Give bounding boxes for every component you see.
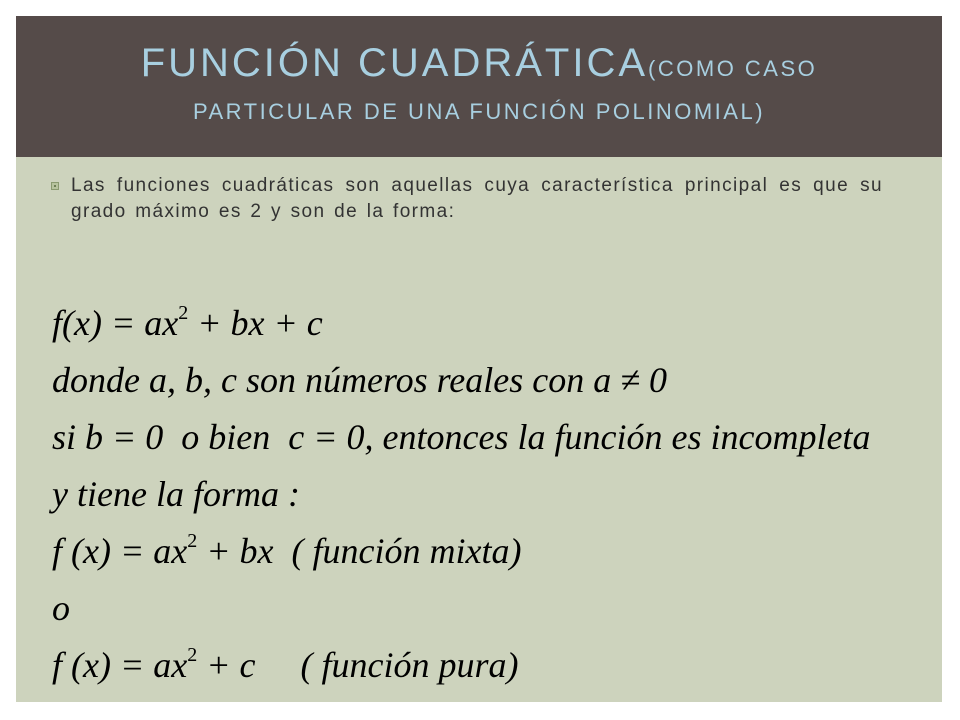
slide-subtitle-part-2: PARTICULAR DE UNA FUNCIÓN POLINOMIAL) (192, 99, 766, 124)
equation-1-lhs: f(x) = ax (52, 303, 179, 343)
title-bar (16, 16, 942, 157)
equation-7-rhs: + c ( función pura) (197, 645, 519, 685)
equation-7-exponent: 2 (187, 644, 198, 666)
equation-line-4: y tiene la forma : (52, 474, 300, 514)
equation-5-lhs: f (x) = ax (52, 531, 188, 571)
equation-line-1 (52, 303, 323, 343)
equation-5-rhs: + bx ( función mixta) (197, 531, 522, 571)
equation-5-exponent: 2 (187, 530, 198, 552)
equation-line-3: si b = 0 o bien c = 0, entonces la función es incompleta (52, 417, 871, 457)
content-area (16, 157, 942, 702)
equation-line-2: donde a, b, c son números reales con a ≠ 0 (52, 360, 668, 400)
equation-line-7 (52, 645, 518, 685)
equation-1-rhs: + bx + c (188, 303, 323, 343)
bullet-text: Las funciones cuadráticas son aquellas cuya característica principal es que su grado máximo es 2 y son de la forma: (71, 175, 883, 222)
slide-title: FUNCIÓN CUADRÁTICA (140, 41, 649, 85)
bullet-item (71, 173, 883, 225)
equation-7-lhs: f (x) = ax (52, 645, 188, 685)
bullet-square-icon (51, 182, 59, 190)
equation-line-5 (52, 531, 521, 571)
title-line-1 (16, 36, 942, 99)
equation-line-6: o (52, 588, 70, 628)
slide-subtitle-part-1: (COMO CASO (648, 56, 818, 81)
equation-1-exponent: 2 (178, 302, 189, 324)
